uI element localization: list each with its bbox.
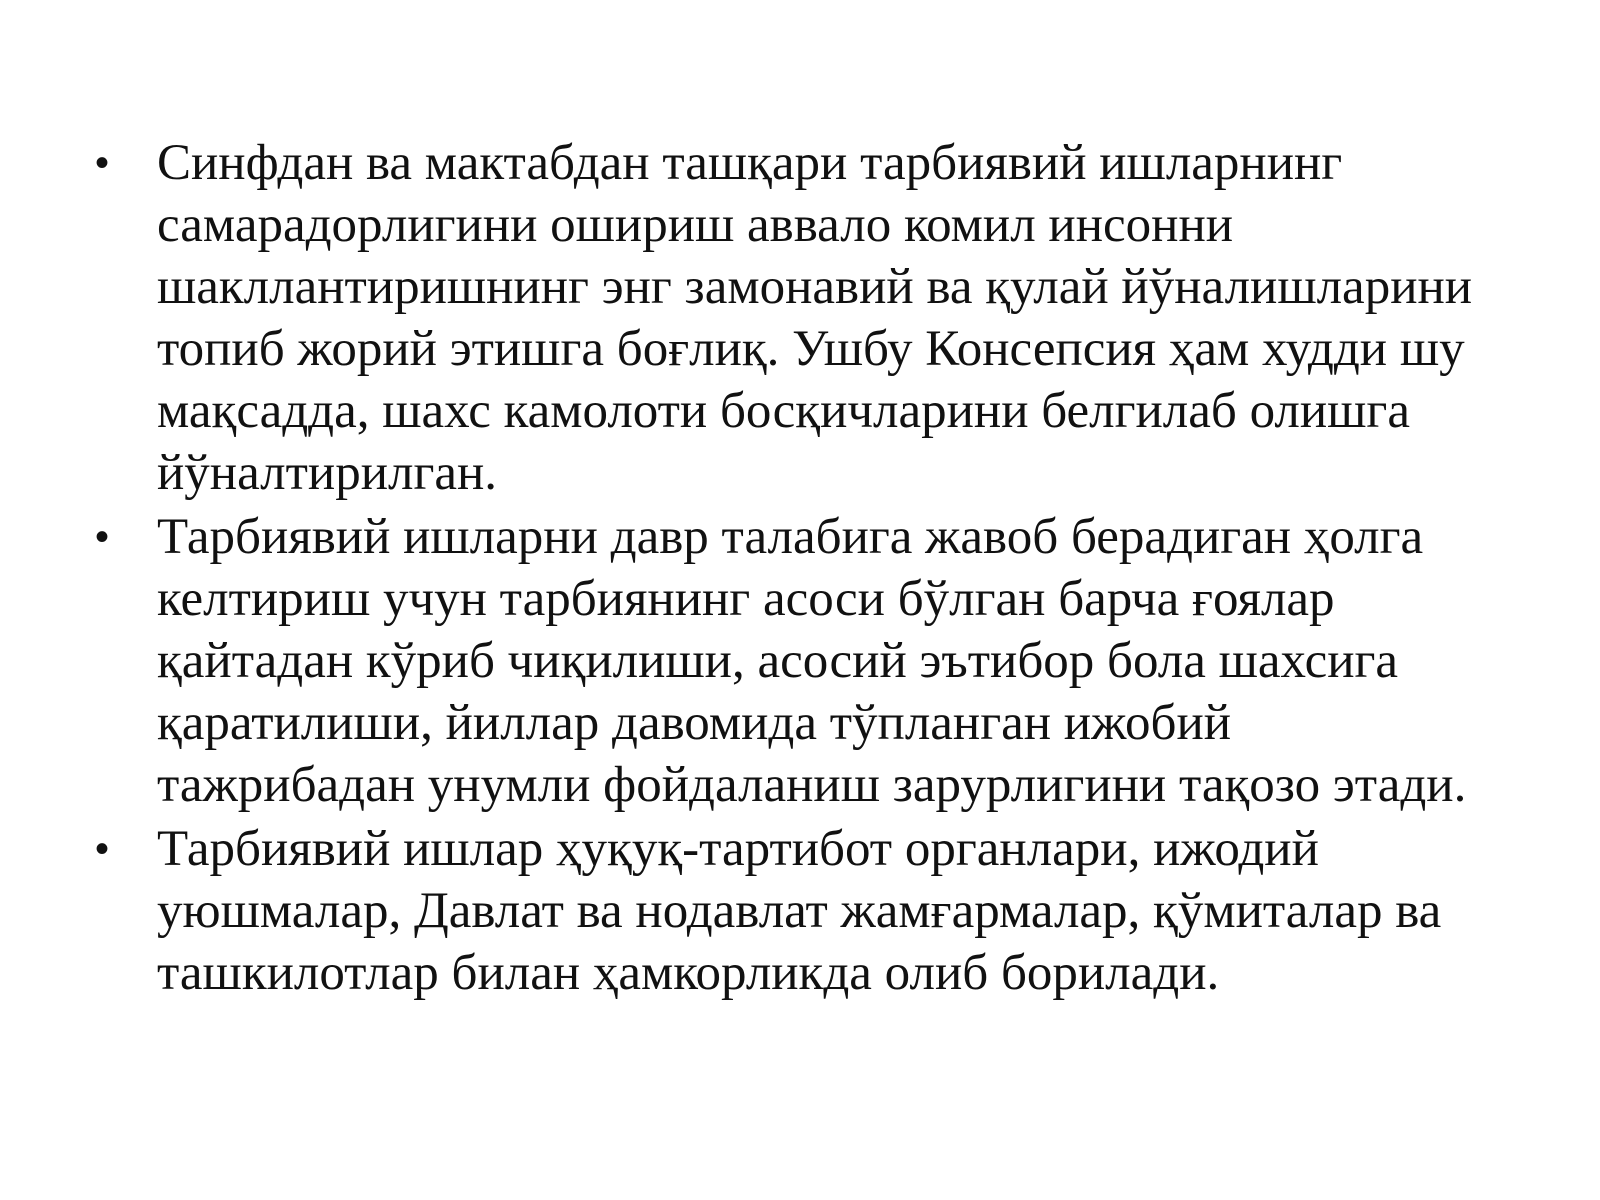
bullet-marker: • [95,827,110,871]
bullet-item-2 [95,506,1495,816]
bullet-list [95,132,1495,1006]
bullet-item-3 [95,818,1495,1004]
bullet-text-2: Тарбиявий ишларни давр талабига жавоб берадиган ҳолга келтириш учун тарбиянинг асоси бўлган барча ғоялар қайтадан кўриб чиқилиши, асосий эътибор бола шахсига қаратилиши, йиллар давомида тўпланган ижобий тажрибадан унумли фойдаланиш зарурлигини тақозо этади. [157,509,1467,813]
bullet-text-1: Синфдан ва мактабдан ташқари тарбиявий ишларнинг самарадорлигини ошириш аввало комил инсонни шакллантиришнинг энг замонавий ва қулай йўналишларини топиб жорий этишга боғлиқ. Ушбу Консепсия ҳам худди шу мақсадда, шахс камолоти босқичларини белгилаб олишга йўналтирилган. [157,135,1473,501]
bullet-text-3: Тарбиявий ишлар ҳуқуқ-тартибот органлари, ижодий уюшмалар, Давлат ва нодавлат жамғармалар, қўмиталар ва ташкилотлар билан ҳамкорликда олиб борилади. [157,821,1442,1001]
bullet-item-1 [95,132,1495,504]
bullet-marker: • [95,515,110,559]
bullet-marker: • [95,141,110,185]
